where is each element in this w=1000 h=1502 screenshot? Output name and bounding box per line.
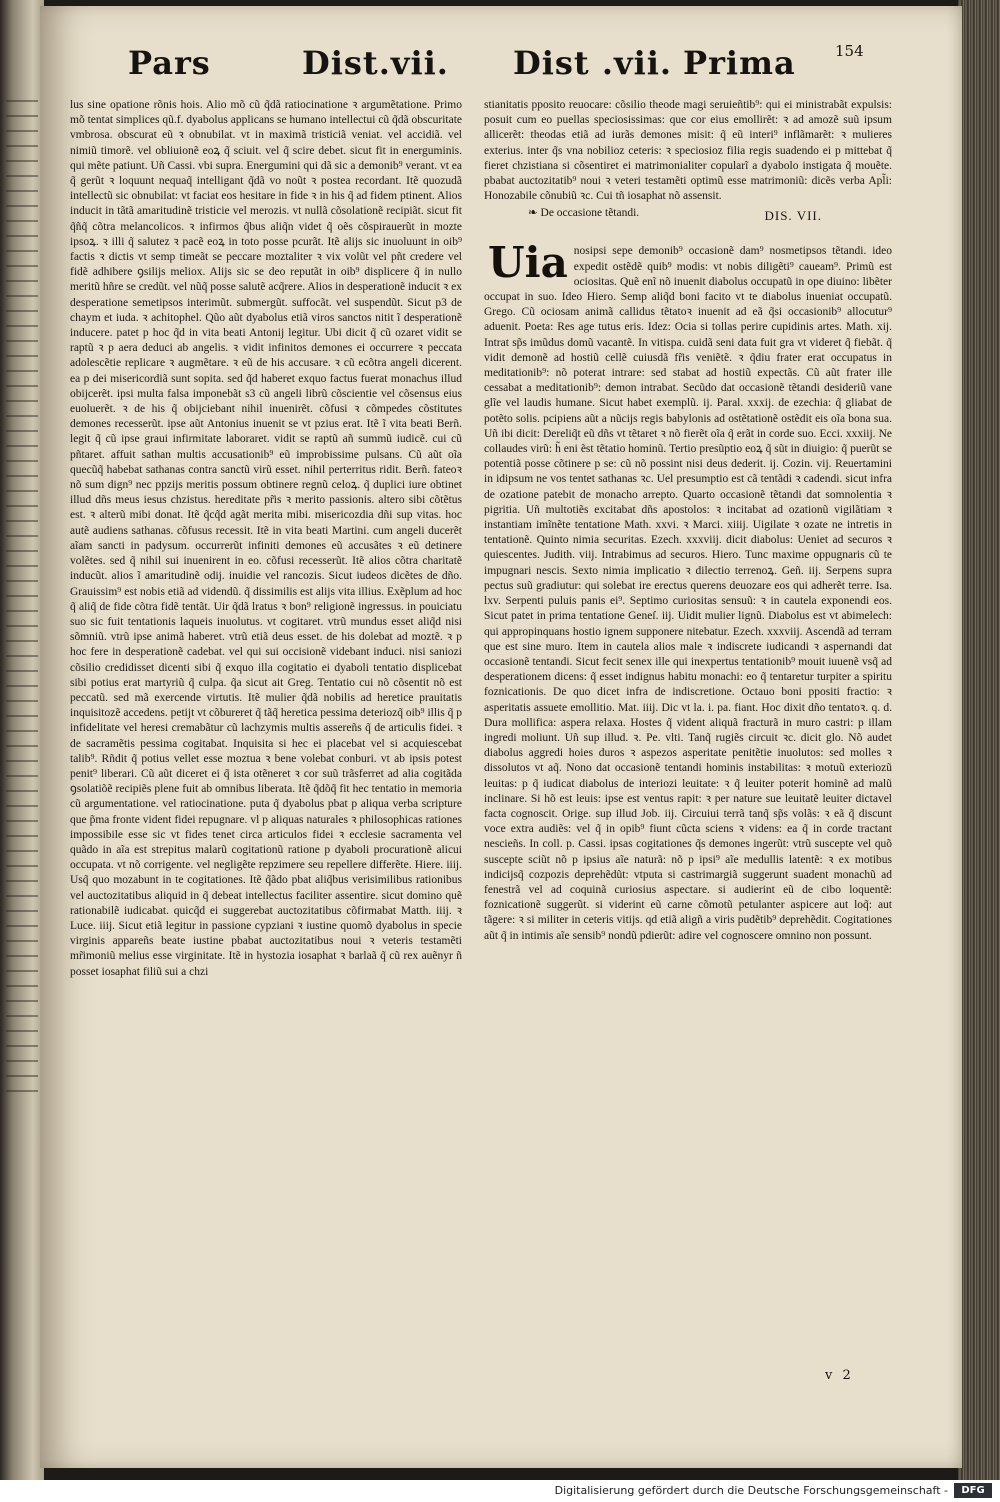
- chapter-heading: [484, 206, 892, 244]
- previous-page-text-lines: [6, 100, 38, 1100]
- running-head-dist-left: Dist.vii.: [302, 44, 449, 82]
- chapter-initial: Uia: [488, 238, 568, 288]
- dfg-logo: DFG: [954, 1483, 992, 1498]
- previous-page-edge: [0, 0, 44, 1480]
- folio-number: 154: [835, 42, 864, 60]
- running-head: [40, 44, 962, 94]
- right-column-text-before-chapter: stianitatis pposito reuocare: cõsilio theode magi seruieñtib⁹: qui ei ministrabãt expulsis: posuit cum eo puellas speciosissimas: que cor eius emollirẽt: ꝛ ad amozẽ suũ ipsum allicerẽt: theodas etiã ad iurãs demones misit: q̃ eũ interi⁹ inflãmarẽt: ꝛ mulieres exterius. inter q̃s vna nobilioz ceteris: ꝛ speciosioz filia regis suadendo ei p mittebat q̃ fieret chzistiana si cõsentiret ei matrimonialiter copularĩ a dyabolo instigata q̃ mouẽte. pbabat auctozitatib⁹ noui ꝛ veteri testamẽti optimũ esse matrimoniũ: dicẽs verba Apl̃i: Honozabile cõnubiũ ꝛc. Cui tñ iosaphat nõ assensit.: [484, 99, 892, 203]
- running-head-pars: Pars: [128, 44, 211, 82]
- funding-notice: Digitalisierung gefördert durch die Deutsche Forschungsgemeinschaft -: [554, 1484, 948, 1497]
- chapter-summary: ❧ De occasione tẽtandi.: [528, 207, 640, 220]
- left-column-text: lus sine opatione rõnis hois. Alio mõ cũ q̃dã ratiocinatione ꝛ argumẽtatione. Primo mõ tentat simplices qũ.f. dyabolus applicans se humano intellectui cũ q̃dã obscuritate vmbrosa. obscurat eũ ꝛ obnubilat. vt in maximã tristiciã veniat. vel accidiã. vel nimiũ timorẽ. vel obliuionẽ eoꝝ q̃ sciuit. vel q̃ scire debet. sicut fit in energuminis. qui mẽte patiunt. Uñ Cassi. vbi supra. Energumini qui dã sic a demonib⁹ verant. vt ea q̃ gerũt ꝛ loquunt nequaq̃ intelligant q̃dã vo noũt ꝛ postea recordant. Itẽ quozudã intellectũ sic obnubilat: vt faciat eos hesitare in fide ꝛ in his q̃ ad fidem ptinent. Alios inducit in tãtã amaritudinẽ tristicie vel merozis. vt nullã cõsolationẽ recipiãt. sicut fit q̃ñq̃ cõtra melancolicos. ꝛ infirmos q̃bus aliq̃n videt q̃ oẽs cõspirauerũt in mozte ipsoꝝ. ꝛ illi q̃ salutez ꝛ pacẽ eoꝝ in toto posse pcurãt. Itẽ alijs sic inuoluunt in oib⁹ factis ꝛ dictis vt semp timeãt se peccare moztaliter ꝛ vix volũt vel pñt credere vel fidẽ adhibere ꝯsilijs meliox. Alijs sic se deo reputãt in oib⁹ displicere q̃ in nullo meritũ hñre se credũt. vel nũq̃ posse salutẽ acq̃rere. Alios in desperationẽ inducit ꝛ ex desperatione semetipsos interimũt. submergũt. suffocãt. vel suspendũt. Sicut p3 de chaym et iuda. ꝛ achitophel. Qũo aũt dyabolus etiã viros sanctos nitit ĩ desperationẽ inducere. patet p hoc q̃d in vita beati Antonij legitur. Ubi dicit q̃ cũ ozaret vidit se raptũ ꝛ p aera deduci ab angelis. ꝛ vidit infinitos demones ei occurrere ꝛ peccata adolescẽtie replicare ꝛ augmẽtare. ꝛ eũ de his accusare. ꝛ cũ ecõtra angeli dicerent. ea p dei misericordiã sunt sopita. sed q̃d haberet exquo factus fuerat monachus illud obijcerẽt. ipsi multa falsa imponebãt s3 cũ angeli librũ cõscientie vel cõsensus eius euoluerẽt. ꝛ de his q̃ obijciebant nihil inuenirẽt. cõfusi ꝛ cõmpedes cõstitutes demones recesserũt. ipse aũt Antonius inuenit se vt pzius erat. Itẽ ĩ vita beati Berñ. legit q̃ cũ ipse graui infirmitate laboraret. vidit se raptũ añ summũ iudicẽ. cui cũ pñtaret. affuit sathan multis accusationib⁹ eũ improbissime pulsans. Cũ aũt oĩa quecũq̃ habebat sathanas contra sanctũ virũ esset. nihil perterritus ridit. Berñ. fateoꝛ nõ sum dign⁹ nec ppzijs meritis possum obtinere regnũ celoꝝ. q̃ duplici iure obtinet illud dñs meus iesus chzistus. hereditate pr̃is ꝛ merito passionis. altero sibi cõtẽtus est. ꝛ alterũ mibi donat. Itẽ q̃cq̃d agãt merita mibi. misericozdia dñi sup vitas. hoc autẽ audiens sathanas. cõfusus recessit. Itẽ in vita beati Martini. cum angeli ducerẽt aĩam sancti in padysum. occurrerũt infiniti demones eũ accusãtes ꝛ eũ detinere volẽtes. sed q̃ nihil sui inuenirent in eo. cõfusi recesserũt. Itẽ alios cõtra charitatẽ inducũt. alios ĩ amaritudinẽ odij. inuidie vel rancozis. Sicut iudeos dicẽtes de dño. Grauissim⁹ est nobis etiã ad videndũ. q̃ dissimilis est alijs vita illius. Exẽplum ad hoc q̃ aliq̃ de fide cõtra fidẽ tentãt. Uir q̃dã lratus ꝛ bon⁹ religionẽ ingressus. in pouiciatu suo sic fuit tentationis laqueis inuolutus. vt cogitaret. vtrũ mundus esset aliq̃d nisi sõmniũ. vtrũ ipse animã haberet. vtrũ etiã deus esset. de his dolebat ad moztẽ. ꝛ p hoc fere in desperationẽ cadebat. vel qui sui occisionẽ videbant induci. nisi saniozi cõsilio credidisset dicenti sibi q̃ exquo illa cogitatio ei dyaboli tentatio displicebat sibi potius erat martyriũ q̃ culpa. q̃a sicut ait Greg. Tentatio cui nõ cõsentit nõ est peccatũ. sed mã exercende virtutis. Itẽ mulier q̃dã nobilis ad heretice prauitatis inquisitozẽ accedens. petijt vt cõbureret q̃ tãq̃ heretica pessima deteriozq̃ oib⁹ illis q̃ p infidelitate vel heresi cremabãtur cũ lachzymis multis assereñs q̃ de articulis fidei. ꝛ de sacramẽtis pessima cogitabat. Inquisita si hec ei placebat vel si acquiescebat talib⁹. Rñdit q̃ potius vellet esse moztua ꝛ bene volebat conburi. vt ab ipsis potest penit⁹ liberari. Cũ aũt diceret ei q̃ ista otẽneret ꝛ cor suũ trãsferret ad alia cogitãda ꝯsolatiõẽ recipiẽs plene fuit ab omnibus liberata. Itẽ q̃dõq̃ fit hec tentatio in memoria cũ argumentatione. vel ratiocinatione. puta q̃ dyabolus pbat p aliqua verba scripture que p̃ma fronte vident fidei repugnare. vl p aliquas naturales ꝛ philosophicas rationes impossibile esse sic vt fides tenet circa articulos fidei ꝛ ecclesie sacramenta vel quãdo in aĩa est strepitus malarũ cogitationũ ratione p dyaboli procurationẽ alicui occupata. vt nõ corrigente. vel negligẽte repzimere seu repellere differẽte. Hiere. iiij. Usq̃ quo mozabunt in te cogitationes. Itẽ q̃ãdo pbat aliq̃bus verisimilibus rationibus vel auctozitatibus aliquid in q̃ debeat intellectus faciliter assentire. sicut domino quẽ rationabilẽ iudicabat. quicq̃d ei suggerebat auctozitatibus cõfirmabat Matth. iiij. ꝛ Luce. iiij. Sicut etiã legitur in passione cypziani ꝛ iustine quomõ dyabolus in specie virginis appareñs beate iustine pbabat auctozitatibus noui ꝛ veteris testamẽti mr̃imoniũ melius esse virginitate. Itẽ in hystozia iosaphat ꝛ barlaã q̃ cũ rex auẽnyr ñ posset iosaphat filiũ sui a chzi: [70, 99, 462, 978]
- book-page: [40, 6, 962, 1468]
- digitization-footer: [0, 1480, 1000, 1502]
- running-head-prima: Prima: [683, 44, 796, 82]
- signature-mark: v 2: [825, 1368, 854, 1383]
- right-column-text-after-chapter: nosipsi sepe demonib⁹ occasionẽ dam⁹ nosmetipsos tẽtandi. ideo expedit ostẽdẽ quib⁹ modis: vt nobis diligẽti⁹ caueam⁹. Primũ est ociositas. Quẽ enĩ nõ inuenit diabolus occupatũ in ope diuino: libẽter occupat in suo. Ideo Hiero. Semp aliq̃d boni facito vt te diabolus inueniat occupatũ. Grego. Cũ ociosam animã callidus tẽtatoꝛ inuenit ad eã q̃si occasionib⁹ allocutur⁹ aduenit. Poeta: Res age tutus eris. Idez: Ocia si tollas perire cupidinis artes. Math. xij. Intrat sp̃s imũdus domũ vacantẽ. In vitispa. cuidã seni data fuit gra vt videret q̃ fiebãt. q̃ vidit demonẽ ad hostiũ cellẽ cuiusdã fr̃is veniẽtẽ. ꝛ q̃diu frater erat occupatus in meditationib⁹: nõ poterat intrare: sed stabat ad hostiũ expectãs. Cũ aũt frater ille cessabat a meditationib⁹: demon intrabat. Secũdo dat occasionẽ tẽtandi desideriũ vane glĩe vel laudis humane. Sicut habet exemplũ. ij. Paral. xxxij. de ezechia: q̃ gliabat de potẽto solis. pcipiens aũt a nũcijs regis babylonis ad ostẽtationẽ ostẽdit eis oĩa bona sua. Uñ ibi dicit: Dereliq̃t eũ dñs vt tẽtaret ꝛ nõ fierẽt oĩa q̃ erãt in corde suo. Ecci. xxxiij. Ne collaudes virũ: h̃ eni ẽst tẽtatio hominũ. Tertio presũptio eoꝝ q̃ sũt in diuigio: q̃ puerũt se potentiã posse cõtinere p se: cũ nõ possint nisi deus dederit. ij. Cozin. vij. Reuertamini in idipsum ne vos tentet sathanas ꝛc. Uel presumptio est cã tentãdi ꝛ cadendi. sicut infra de ozatione patebit de monacho arrepto. Quarto occasionẽ tẽtandi dat somnolentia ꝛ pigritia. Uñ multotiẽs excitabat dñs apostolos: ꝛ incitabat ad ozationũ vigilãtiam ꝛ instantiam imĩnẽte tentatione Math. xxvi. ꝛ Marci. xiiij. Uigilate ꝛ ozate ne intretis in tentationẽ. Quinto nimia securitas. Ezech. xxxviij. dicit diabolus: Ueniet ad securos ꝛ quiescentes. Judith. viij. Intrabimus ad securos. Hiero. Tunc maxime oppugnaris cũ te impugnari nescis. Sexto nimia implicatio ꝛ dilectio terrenoꝝ. Geñ. iij. Serpens supra pectus suũ gradiutur: qui solebat ire erectus querens deuozare eos qui adherẽt terre. Isa. lxv. Serpenti puluis panis ei⁹. Septimo curiositas sensuũ: ꝛ in cautela exponendi eos. Sicut patet in prima tentatione Geneſ. iij. Uidit mulier lignũ. Diabolus est vt abimelech: qui appropinquans hostio ignem supponere nitebatur. Ezech. xxxviij. Ascendã ad terram que est sine muro. Item in cautela alios male ꝛ indiscrete iudicandi ꝛ aspernandi dat occasionẽ tentandi. Sicut fecit senex ille qui inexpertus tentationib⁹ mouit iuuenẽ vsq̃ ad desperationem dicens: q̃ esset indignus habitu monachi: eo q̃ tentaretur turpiter a spiritu foznicationis. De quo dicet infra de indiscretione. Octauo boni ppositi fractio: ꝛ asperitatis assuete emollitio. Mat. iiij. Dic vt la. i. pa. fiant. Hoc dixit dño tentatoꝛ. q. d. Dura mollifica: aspera relaxa. Hostes q̃ vident aliquã fracturã in muro castri: p illam ingredi moliunt. Uñ sup illud. ꝛ. Pe. vlti. Tanq̃ rugiẽs circuit ꝛc. dicit glo. Nõ audet diabolus aggredi hoies duros ꝛ aspezos asperitate penitẽtie inuolutos: sed molles ꝛ dissolutos vt aq̃. Nono dat occasionẽ tentandi hominis instabilitas: ꝛ motuũ exteriozũ leuitas: p q̃ iudicat diabolus de interiozi leuitate: ꝛ q̃ leuiter poterit hominẽ ad malũ inclinare. Si hõ est leuis: ipse est ventus rapit: ꝛ per nature sue leuitatẽ leuiter dictavel facta cognoscit. Orige. sup illud Job. iij. Circuiui terrã tanq̃ sp̃s volãs: ꝛ eã q̃ discunt voce extra audiẽs: vel q̃ in opib⁹ fiunt cũcta sciens ꝛ videns: ea q̃ in corde tractant nescieñs. In coll. p. Cassi. ipsas cogitationes q̃s demones ingerũt: vtrũ suscepte vel quõ suscepte sciũt nõ p ipsius aĩe naturã: nõ p ipsi⁹ aĩe medullis latentẽ: ꝛ ex motibus indicijsq̃ cozpozis deprehẽdũt: vtputa si castrimargiã suggerunt suadent monachũ ad fenestrã vel ad coquinã curiosius aspectare. si audierint eũ de cibo loquentẽ: foznicationẽ suggerũt. si viderint eũ carne cõmotũ petulanter aspicere aut loq̃: aut tãgere: ꝛ si militer in ceteris vitijs. qd etiã aligñ a viris pudẽtib⁹ deprehẽdit. Cogitationes aũt q̃ in intimis aĩe sensib⁹ nondũ pdierũt: adire vel cognoscere omnino non possunt.: [484, 245, 892, 942]
- running-head-dist-right: Dist .vii.: [513, 44, 673, 82]
- chapter-label: DIS. VII.: [764, 208, 822, 224]
- text-column-right: [484, 98, 892, 1348]
- book-fore-edge: [958, 0, 1000, 1480]
- right-column-chapter-text: [484, 238, 892, 943]
- text-column-left: [70, 98, 462, 1348]
